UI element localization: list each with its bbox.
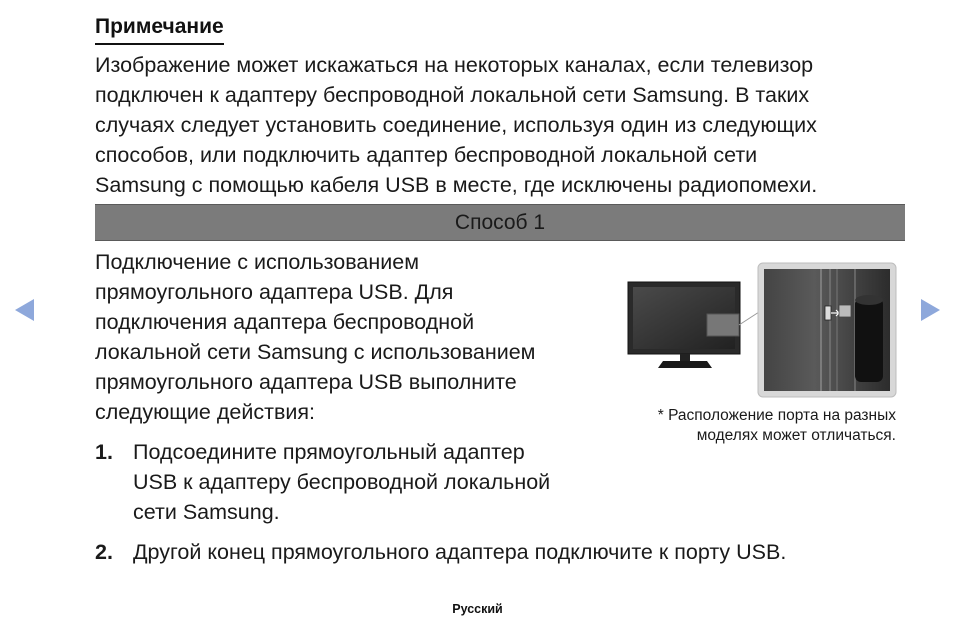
intro-line: Подключение с использованием [95,250,419,274]
step-number: 1. [95,440,113,464]
caption-line: * Расположение порта на разных [657,407,896,424]
illustration-caption [600,406,896,446]
note-line: Samsung с помощью кабеля USB в месте, где исключены радиопомехи. [95,173,818,197]
step-line: сети Samsung. [133,500,280,524]
next-page-arrow-icon[interactable] [921,299,940,321]
intro-line: подключения адаптера беспроводной [95,310,475,334]
note-body [95,50,895,200]
prev-page-arrow-icon[interactable] [15,299,34,321]
note-line: Изображение может искажаться на некоторых каналах, если телевизор [95,53,814,77]
step-number: 2. [95,540,113,564]
step-line: USB к адаптеру беспроводной локальной [133,470,551,494]
step-1 [95,437,605,527]
step-text [133,437,550,527]
note-line: способов, или подключить адаптер беспроводной локальной сети [95,143,758,167]
intro-line: следующие действия: [95,400,315,424]
step-text [133,537,786,567]
note-title: Примечание [95,14,224,45]
intro-line: локальной сети Samsung с использованием [95,340,536,364]
caption-line: моделях может отличаться. [696,427,896,444]
step-line: Подсоедините прямоугольный адаптер [133,440,525,464]
step-2 [95,537,895,567]
method-label: Способ 1 [454,210,546,234]
method-header-bar [95,204,905,241]
note-line: случаях следует установить соединение, используя один из следующих [95,113,817,137]
intro-line: прямоугольного адаптера USB. Для [95,280,454,304]
note-line: подключен к адаптеру беспроводной локальной сети Samsung. В таких [95,83,810,107]
step-line: Другой конец прямоугольного адаптера подключите к порту USB. [133,540,787,564]
page-footer-language: Русский [452,602,503,616]
intro-line: прямоугольного адаптера USB выполните [95,370,517,394]
tv-usb-port-illustration [625,262,900,400]
intro-paragraph [95,247,605,427]
